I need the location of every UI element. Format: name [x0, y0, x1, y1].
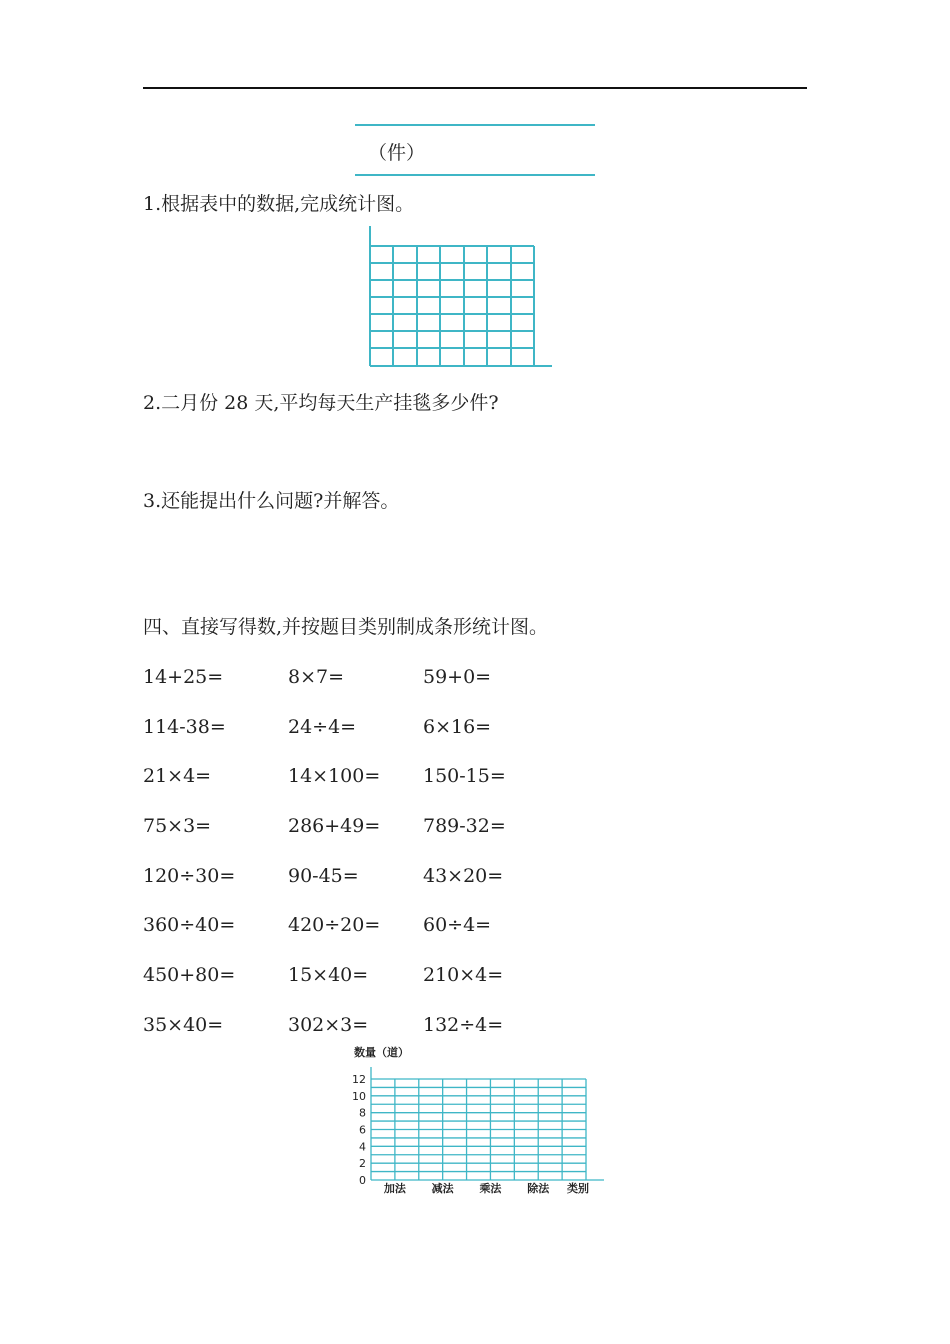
expression: 75×3= — [143, 815, 212, 837]
x-category-label: 加法 — [383, 1182, 406, 1195]
x-category-label: 乘法 — [479, 1182, 502, 1195]
expression: 302×3= — [288, 1014, 369, 1036]
category-bar-chart — [340, 1040, 620, 1200]
x-category-label: 减法 — [431, 1182, 454, 1195]
expression: 14×100= — [288, 765, 381, 787]
question-1: 1.根据表中的数据,完成统计图。 — [143, 193, 415, 215]
section-4-title: 四、直接写得数,并按题目类别制成条形统计图。 — [143, 616, 549, 638]
y-tick-label: 6 — [359, 1123, 366, 1137]
expression: 286+49= — [288, 815, 381, 837]
y-tick-labels — [352, 1073, 366, 1187]
y-tick-label: 10 — [352, 1089, 366, 1103]
table-bottom-line — [355, 174, 595, 176]
expression: 59+0= — [423, 666, 492, 688]
table-top-line — [355, 124, 595, 126]
expression: 132÷4= — [423, 1014, 504, 1036]
expression: 24÷4= — [288, 716, 357, 738]
expression: 21×4= — [143, 765, 212, 787]
expression: 6×16= — [423, 716, 492, 738]
header-rule — [143, 87, 807, 89]
expression: 8×7= — [288, 666, 345, 688]
blank-grid-chart — [360, 222, 560, 372]
y-tick-label: 4 — [359, 1140, 366, 1154]
expression: 90-45= — [288, 865, 359, 887]
question-2: 2.二月份 28 天,平均每天生产挂毯多少件? — [143, 392, 499, 414]
expression: 360÷40= — [143, 914, 236, 936]
expression: 150-15= — [423, 765, 506, 787]
expression: 60÷4= — [423, 914, 492, 936]
y-tick-label: 0 — [359, 1174, 366, 1187]
chart-grid — [371, 1067, 604, 1180]
y-tick-label: 8 — [359, 1106, 366, 1120]
x-category-labels — [384, 1181, 550, 1195]
expression: 114-38= — [143, 716, 226, 738]
expression: 35×40= — [143, 1014, 224, 1036]
expression: 15×40= — [288, 964, 369, 986]
x-axis-label: 类别 — [567, 1182, 589, 1195]
question-3: 3.还能提出什么问题?并解答。 — [143, 490, 400, 512]
expression: 210×4= — [423, 964, 504, 986]
expression: 43×20= — [423, 865, 504, 887]
y-tick-label: 12 — [352, 1073, 366, 1086]
expression: 14+25= — [143, 666, 224, 688]
expression: 450+80= — [143, 964, 236, 986]
unit-label: （件） — [368, 142, 426, 164]
y-tick-label: 2 — [359, 1157, 366, 1171]
expression: 120÷30= — [143, 865, 236, 887]
y-axis-label: 数量（道） — [354, 1046, 409, 1059]
expression: 789-32= — [423, 815, 506, 837]
expression: 420÷20= — [288, 914, 381, 936]
x-category-label: 除法 — [527, 1182, 550, 1195]
